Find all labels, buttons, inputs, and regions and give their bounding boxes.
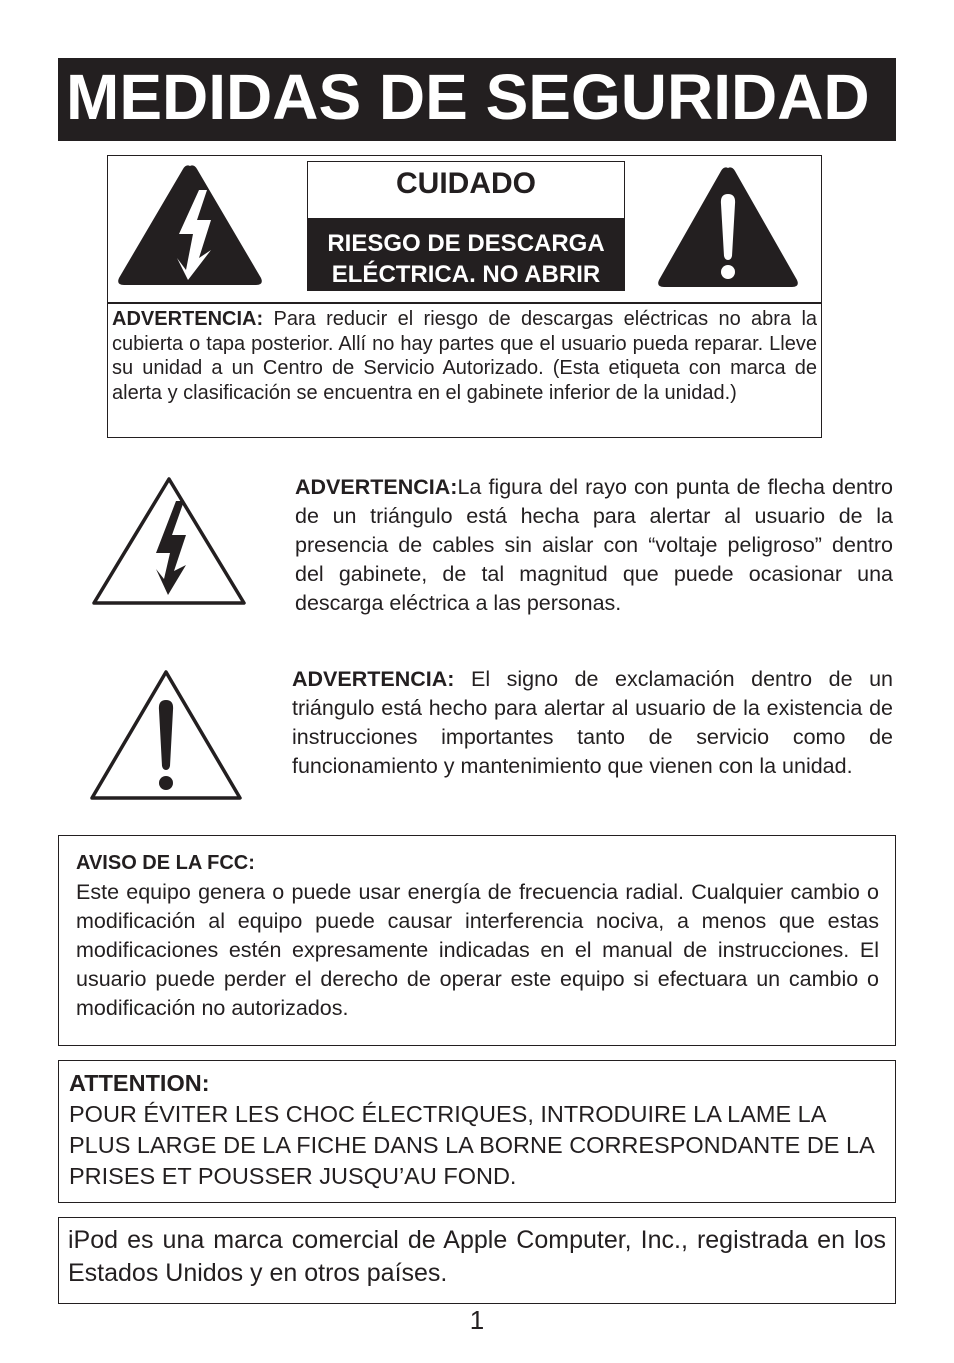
attention-heading: ATTENTION: (69, 1070, 210, 1096)
exclamation-warning-body: El signo de exclamación dentro de un triángulo está hecho para alertar al usuario de la existencia de instrucciones importantes tanto de servicio como de funcionamiento y mantenimiento que vienen con la unidad. (292, 667, 893, 778)
page-title: MEDIDAS DE SEGURIDAD (66, 61, 870, 133)
caution-divider (107, 302, 822, 304)
caution-warning-label: ADVERTENCIA: (112, 308, 264, 330)
lightning-triangle-outline-icon (90, 473, 248, 607)
title-bar (58, 58, 896, 141)
caution-label-box (307, 161, 625, 291)
attention-box (58, 1060, 896, 1203)
shock-risk-label (308, 218, 624, 290)
lightning-warning-text (295, 473, 893, 618)
exclamation-warning-label: ADVERTENCIA: (292, 667, 455, 691)
shock-risk-line1: RIESGO DE DESCARGA (327, 230, 605, 257)
ipod-notice-text: iPod es una marca comercial de Apple Computer, Inc., registrada en los Estados Unidos y en otros países. (68, 1226, 886, 1287)
lightning-triangle-icon (115, 162, 265, 288)
lightning-warning-body: La figura del rayo con punta de flecha dentro de un triángulo está hecha para alertar al usuario de la presencia de cables sin aislar con “voltaje peligroso” dentro del gabinete, de tal magnitud que puede ocasionar una descarga eléctrica a las personas. (295, 475, 893, 615)
caution-warning-text (112, 307, 817, 405)
ipod-notice-box (58, 1217, 896, 1304)
exclamation-warning-text (292, 665, 893, 781)
fcc-notice-box (58, 835, 896, 1046)
fcc-heading: AVISO DE LA FCC: (76, 852, 255, 874)
shock-risk-line2: ELÉCTRICA. NO ABRIR (331, 261, 601, 288)
caution-label: CUIDADO (396, 167, 536, 200)
attention-text: POUR ÉVITER LES CHOC ÉLECTRIQUES, INTRODUIRE LA LAME LA PLUS LARGE DE LA FICHE DANS LA BORNE CORRESPONDANTE DE LA PRISES ET POUSSER JUSQU’AU FOND. (69, 1101, 874, 1189)
lightning-warning-label: ADVERTENCIA: (295, 475, 458, 499)
fcc-text: Este equipo genera o puede usar energía de frecuencia radial. Cualquier cambio o modificación al equipo puede causar interferencia nociva, a menos que estas modificaciones estén expresamente indicadas en el manual de instrucciones. El usuario puede perder el derecho de operar este equipo si efectuara un cambio o modificación no autorizados. (76, 880, 879, 1020)
exclamation-triangle-outline-icon (88, 666, 244, 802)
caution-warning-body: Para reducir el riesgo de descargas eléctricas no abra la cubierta o tapa posterior. Allí no hay partes que el usuario pueda reparar. Lleve su unidad a un Centro de Servicio Autorizado. (Esta etiqueta con marca de alerta y clasificación se encuentra en el gabinete inferior de la unidad.) (112, 308, 818, 404)
exclamation-triangle-icon (655, 164, 801, 290)
page-number: 1 (469, 1305, 485, 1335)
